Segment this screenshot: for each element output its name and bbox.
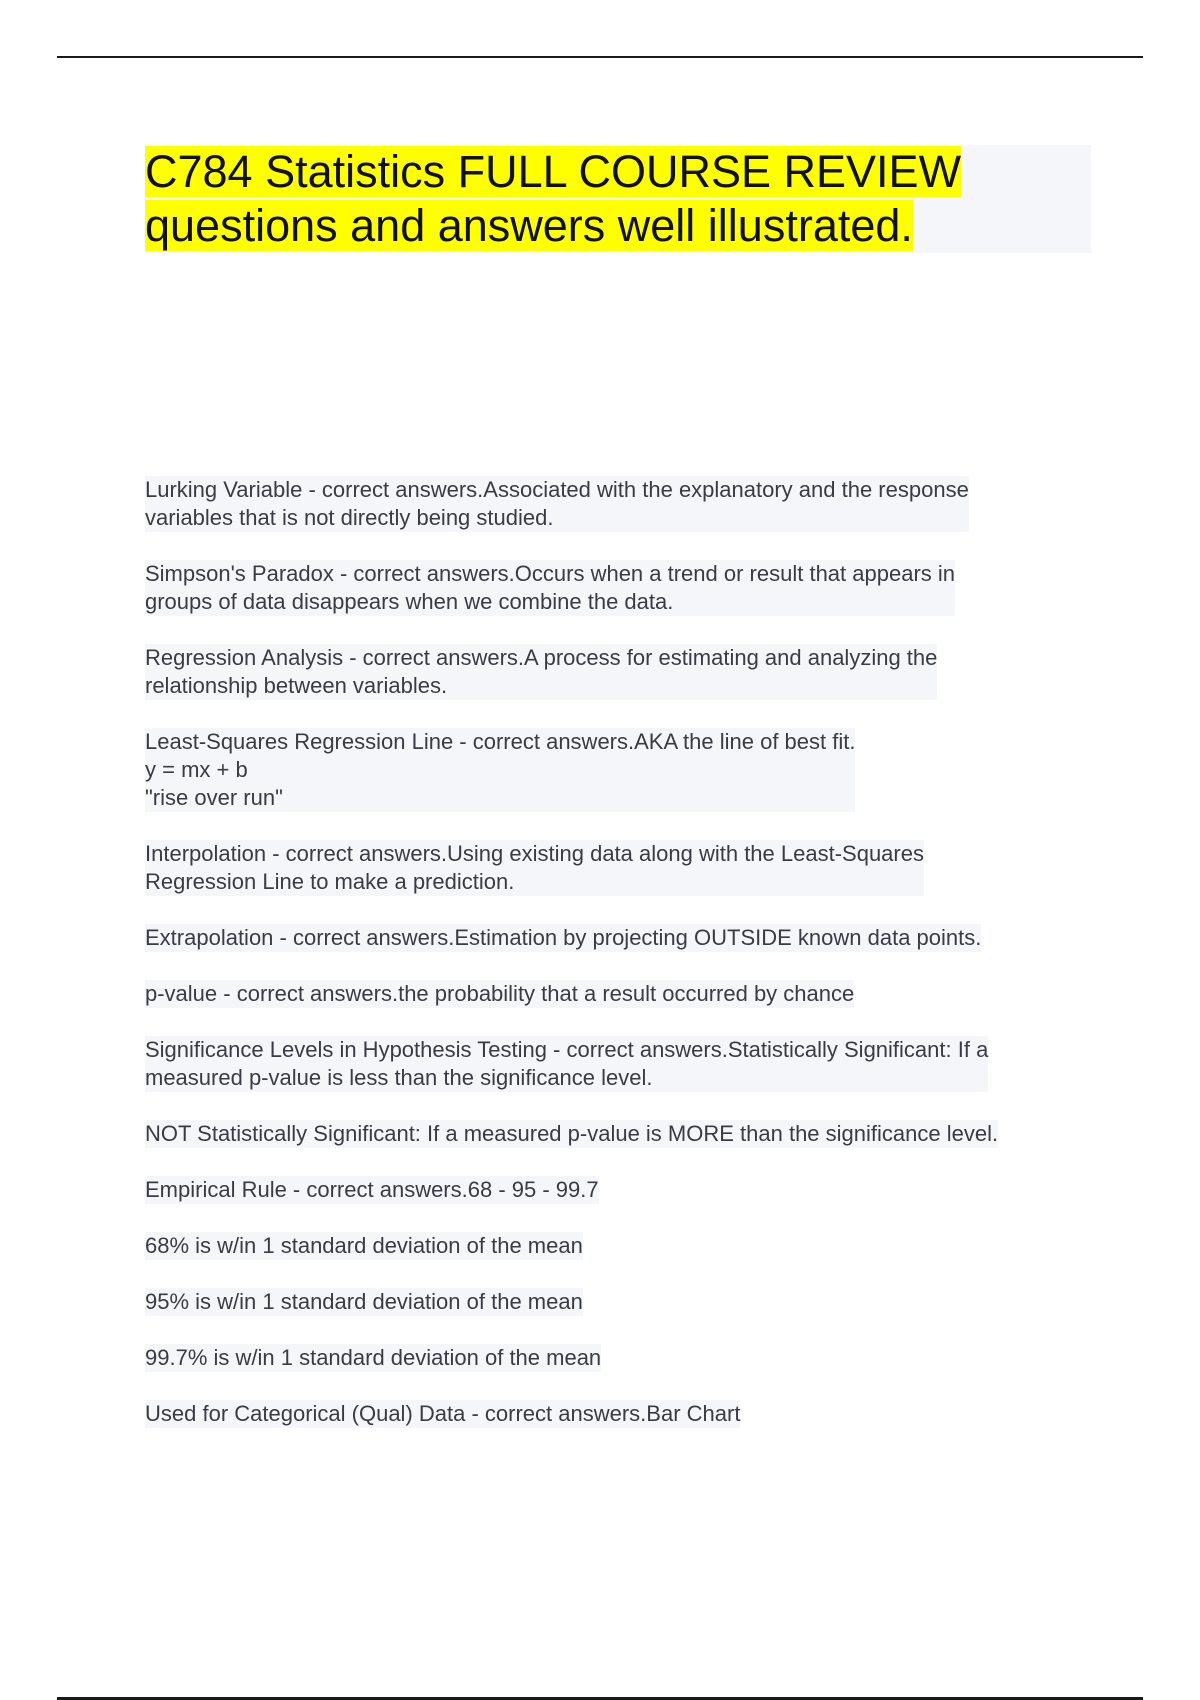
- qa-entry-p-value: [145, 980, 1105, 1008]
- qa-entry-not-significant: [145, 1120, 1105, 1148]
- qa-entry-text: p-value - correct answers.the probability that a result occurred by chance: [145, 981, 855, 1006]
- qa-entry-text: Simpson's Paradox - correct answers.Occurs when a trend or result that appears in groups of data disappears when we combine the data.: [145, 561, 956, 614]
- qa-entry-text: 95% is w/in 1 standard deviation of the mean: [145, 1289, 583, 1314]
- qa-entry-simpsons-paradox: [145, 560, 1105, 616]
- qa-entry-text: Significance Levels in Hypothesis Testing - correct answers.Statistically Significant: If a measured p-value is less than the significance level.: [145, 1037, 989, 1090]
- qa-entry-text: Least-Squares Regression Line - correct answers.AKA the line of best fit. y = mx + b "rise over run": [145, 729, 856, 810]
- qa-entry-95-percent: [145, 1288, 1105, 1316]
- qa-entry-interpolation: [145, 840, 1105, 896]
- document-title-block: [145, 145, 1091, 253]
- qa-entry-text: Empirical Rule - correct answers.68 - 95 - 99.7: [145, 1177, 599, 1202]
- qa-entry-text: NOT Statistically Significant: If a measured p-value is MORE than the significance level.: [145, 1121, 999, 1146]
- qa-entry-text: Used for Categorical (Qual) Data - correct answers.Bar Chart: [145, 1401, 741, 1426]
- qa-entry-extrapolation: [145, 924, 1105, 952]
- qa-entry-68-percent: [145, 1232, 1105, 1260]
- qa-list: [145, 476, 1105, 1456]
- qa-entry-empirical-rule: [145, 1176, 1105, 1204]
- document-title: C784 Statistics FULL COURSE REVIEW questions and answers well illustrated.: [145, 146, 962, 251]
- qa-entry-categorical-data: [145, 1400, 1105, 1428]
- qa-entry-text: 68% is w/in 1 standard deviation of the mean: [145, 1233, 583, 1258]
- qa-entry-significance-levels: [145, 1036, 1105, 1092]
- qa-entry-lurking-variable: [145, 476, 1105, 532]
- qa-entry-99-7-percent: [145, 1344, 1105, 1372]
- qa-entry-text: Extrapolation - correct answers.Estimation by projecting OUTSIDE known data points.: [145, 925, 982, 950]
- qa-entry-least-squares: [145, 728, 1105, 812]
- qa-entry-text: 99.7% is w/in 1 standard deviation of the mean: [145, 1345, 602, 1370]
- qa-entry-text: Interpolation - correct answers.Using existing data along with the Least-Squares Regression Line to make a prediction.: [145, 841, 924, 894]
- qa-entry-text: Regression Analysis - correct answers.A process for estimating and analyzing the relationship between variables.: [145, 645, 938, 698]
- top-divider: [57, 56, 1143, 58]
- qa-entry-regression-analysis: [145, 644, 1105, 700]
- qa-entry-text: Lurking Variable - correct answers.Associated with the explanatory and the response variables that is not directly being studied.: [145, 477, 969, 530]
